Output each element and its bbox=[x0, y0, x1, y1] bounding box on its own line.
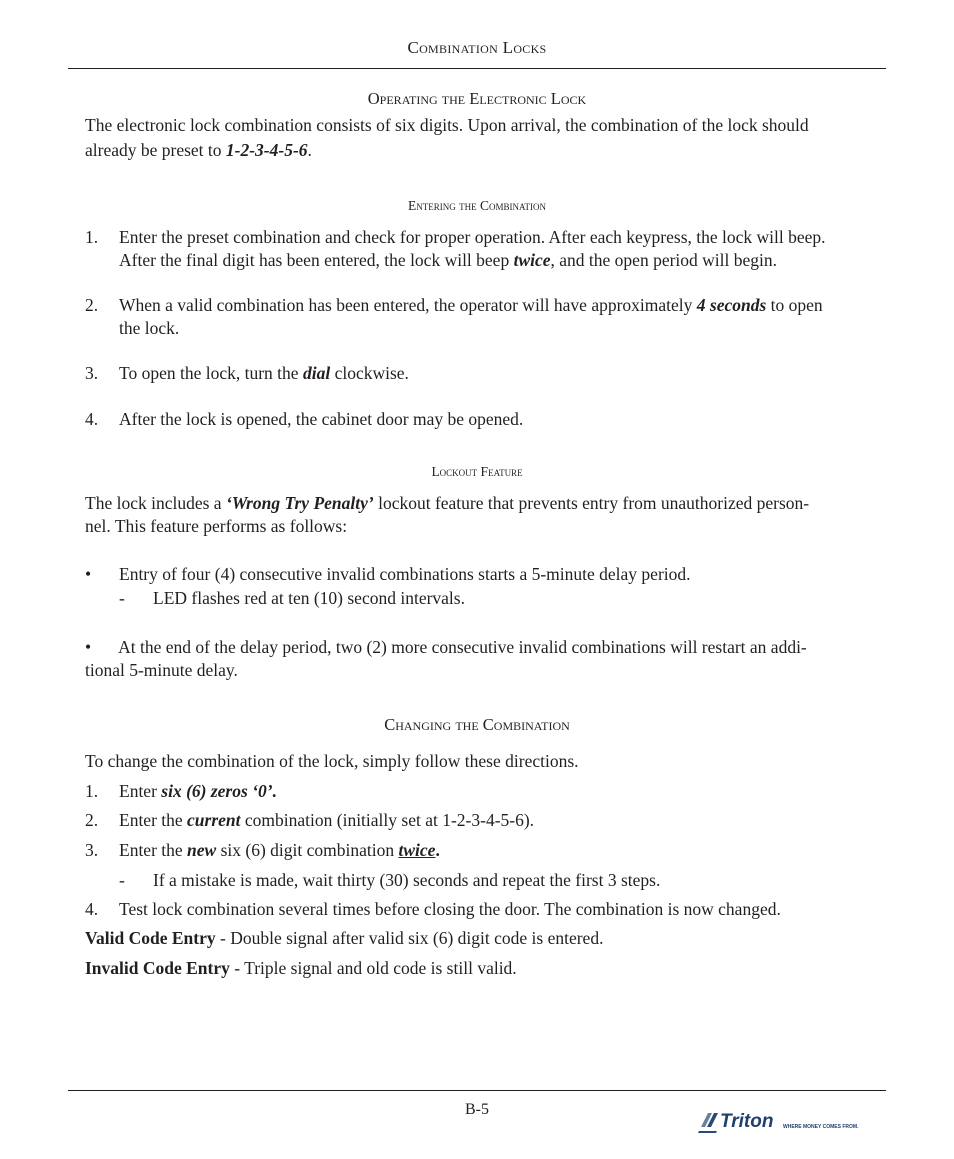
emphasis: current bbox=[187, 810, 241, 830]
preset-code: 1-2-3-4-5-6 bbox=[225, 140, 308, 160]
changing-intro: To change the combination of the lock, simply follow these directions. bbox=[85, 751, 579, 771]
list-item: Test lock combination several times before closing the door. The combination is now changed. bbox=[119, 899, 781, 919]
bullet: • bbox=[85, 637, 92, 657]
intro-line-1: The electronic lock combination consists of six digits. Upon arrival, the combination of the lock should bbox=[85, 115, 809, 135]
list-item bbox=[119, 780, 909, 803]
intro-line-2: already be preset to bbox=[85, 140, 226, 160]
list-item: After the lock is opened, the cabinet door may be opened. bbox=[119, 409, 524, 429]
list-number: 1. bbox=[85, 227, 99, 247]
list-number: 4. bbox=[85, 409, 99, 429]
invalid-code-line bbox=[85, 957, 905, 980]
list-item bbox=[119, 294, 909, 340]
item-text: Enter bbox=[119, 781, 162, 801]
running-header: Combination Locks bbox=[407, 38, 547, 57]
triton-logo bbox=[698, 1109, 868, 1137]
item-text: combination (initially set at 1-2-3-4-5-6). bbox=[240, 810, 535, 830]
list-number: 3. bbox=[85, 363, 99, 383]
list-item bbox=[119, 226, 909, 272]
invalid-code-text: - Triple signal and old code is still valid. bbox=[229, 958, 517, 978]
bullet-text: tional 5-minute delay. bbox=[85, 660, 238, 680]
bullet: • bbox=[85, 564, 92, 584]
list-item bbox=[119, 362, 909, 385]
invalid-code-label: Invalid Code Entry bbox=[85, 958, 230, 978]
dash: - bbox=[119, 588, 125, 608]
intro-end: . bbox=[307, 140, 312, 160]
sub-step-text: If a mistake is made, wait thirty (30) seconds and repeat the first 3 steps. bbox=[153, 870, 661, 890]
dash: - bbox=[119, 870, 125, 890]
list-number: 3. bbox=[85, 840, 99, 860]
bullet-paragraph bbox=[85, 636, 905, 682]
footer-rule bbox=[68, 1090, 886, 1091]
item-text: , and the open period will begin. bbox=[550, 250, 778, 270]
item-text: Enter the bbox=[119, 840, 188, 860]
emphasis-underlined: twice bbox=[398, 840, 436, 860]
header-rule bbox=[68, 68, 886, 69]
valid-code-label: Valid Code Entry bbox=[85, 928, 216, 948]
list-number: 1. bbox=[85, 781, 99, 801]
para-text: nel. This feature performs as follows: bbox=[85, 516, 348, 536]
emphasis: ‘Wrong Try Penalty’ bbox=[225, 493, 374, 513]
bullet-text: At the end of the delay period, two (2) more consecutive invalid combinations will restart an addi- bbox=[118, 637, 807, 657]
emphasis: twice bbox=[513, 250, 551, 270]
para-text: lockout feature that prevents entry from unauthorized person- bbox=[373, 493, 810, 513]
sub-bullet-text: LED flashes red at ten (10) second intervals. bbox=[153, 588, 465, 608]
list-number: 2. bbox=[85, 810, 99, 830]
emphasis: six (6) zeros ‘0’. bbox=[161, 781, 277, 801]
item-text: six (6) digit combination bbox=[216, 840, 399, 860]
page-number: B-5 bbox=[465, 1101, 489, 1118]
item-text: clockwise. bbox=[330, 363, 409, 383]
item-text: the lock. bbox=[119, 318, 180, 338]
item-text: Enter the preset combination and check for proper operation. After each keypress, the lock will beep. bbox=[119, 227, 826, 247]
subheading-entering: Entering the Combination bbox=[408, 198, 546, 213]
valid-code-line bbox=[85, 927, 905, 950]
item-text: To open the lock, turn the bbox=[119, 363, 303, 383]
list-number: 2. bbox=[85, 295, 99, 315]
logo-tagline: WHERE MONEY COMES FROM. bbox=[783, 1124, 859, 1130]
list-number: 4. bbox=[85, 899, 99, 919]
emphasis: dial bbox=[302, 363, 331, 383]
bullet-text: Entry of four (4) consecutive invalid combinations starts a 5-minute delay period. bbox=[119, 564, 691, 584]
lockout-paragraph bbox=[85, 492, 905, 538]
item-text: . bbox=[435, 840, 440, 860]
subheading-lockout: Lockout Feature bbox=[431, 464, 523, 479]
logo-wordmark: Triton bbox=[720, 1111, 774, 1132]
item-text: After the final digit has been entered, the lock will beep bbox=[119, 250, 514, 270]
para-text: The lock includes a bbox=[85, 493, 226, 513]
operating-intro bbox=[85, 113, 905, 163]
emphasis: 4 seconds bbox=[696, 295, 767, 315]
item-text: When a valid combination has been entered, the operator will have approximately bbox=[119, 295, 697, 315]
list-item bbox=[119, 809, 909, 832]
section-heading-operating: Operating the Electronic Lock bbox=[367, 89, 587, 108]
item-text: Enter the bbox=[119, 810, 188, 830]
emphasis: new bbox=[187, 840, 217, 860]
triton-logo-mark-icon bbox=[698, 1109, 868, 1137]
valid-code-text: - Double signal after valid six (6) digit code is entered. bbox=[215, 928, 604, 948]
item-text: to open bbox=[766, 295, 823, 315]
list-item bbox=[119, 839, 909, 862]
section-heading-changing: Changing the Combination bbox=[384, 715, 570, 734]
